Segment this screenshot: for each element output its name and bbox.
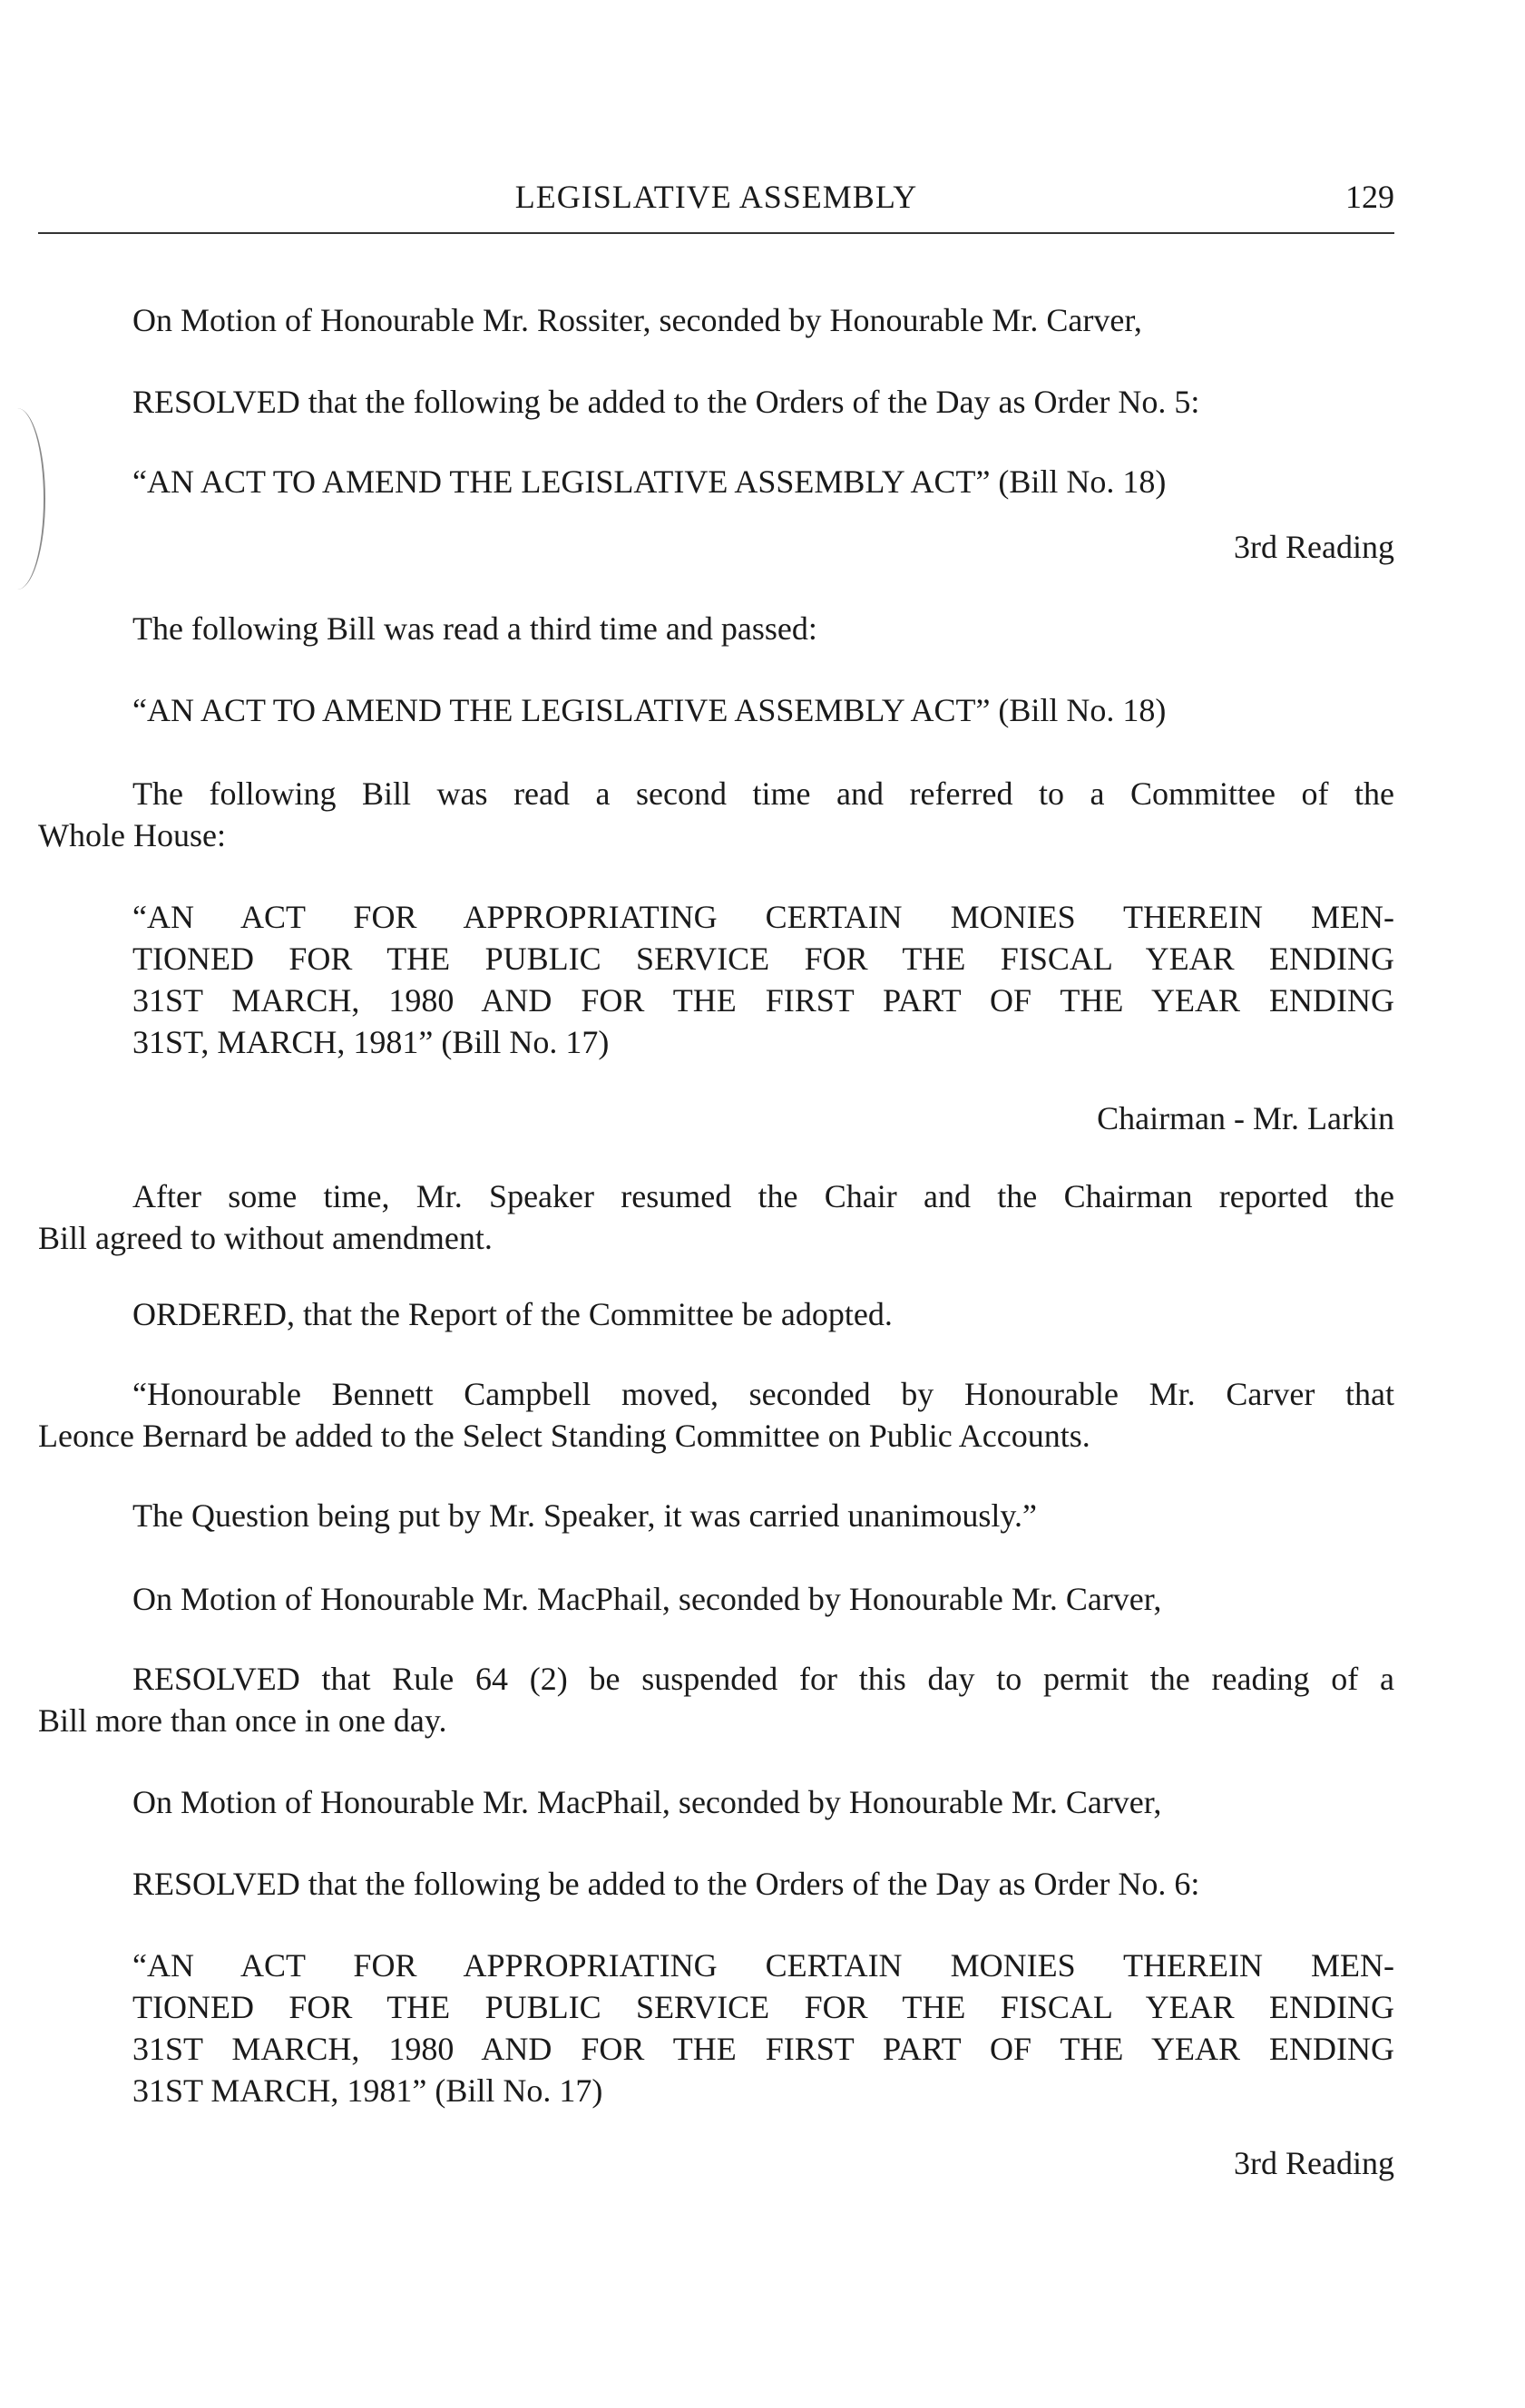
page-number: 129 [1345,179,1394,215]
bill-title-line: TIONED FOR THE PUBLIC SERVICE FOR THE FISCAL YEAR ENDING [132,1989,1394,2025]
paragraph-line: Leonce Bernard be added to the Select Standing Committee on Public Accounts. [38,1418,1090,1454]
bill-title: “AN ACT TO AMEND THE LEGISLATIVE ASSEMBLY ACT” (Bill No. 18) [132,692,1167,728]
paragraph-line: “Honourable Bennett Campbell moved, seconded by Honourable Mr. Carver that [132,1376,1394,1412]
page-title: LEGISLATIVE ASSEMBLY [514,179,918,215]
resolution-paragraph: RESOLVED that the following be added to the Orders of the Day as Order No. 6: [132,1866,1200,1902]
paragraph: The following Bill was read a third time and passed: [132,610,817,647]
bill-title: “AN ACT TO AMEND THE LEGISLATIVE ASSEMBLY ACT” (Bill No. 18) [132,463,1167,500]
paragraph-line: After some time, Mr. Speaker resumed the Chair and the Chairman reported the [132,1178,1394,1214]
paragraph: The Question being put by Mr. Speaker, it was carried unanimously.” [132,1497,1037,1534]
bill-title-line: 31ST, MARCH, 1981” (Bill No. 17) [132,1024,610,1060]
section-heading: 3rd Reading [1234,529,1394,565]
paragraph: ORDERED, that the Report of the Committee be adopted. [132,1296,893,1332]
resolution-paragraph: RESOLVED that the following be added to the Orders of the Day as Order No. 5: [132,384,1200,420]
section-heading: 3rd Reading [1234,2145,1394,2181]
paragraph-line: Bill agreed to without amendment. [38,1220,493,1256]
bill-title-line: TIONED FOR THE PUBLIC SERVICE FOR THE FISCAL YEAR ENDING [132,941,1394,977]
paragraph-line: Bill more than once in one day. [38,1702,447,1739]
section-heading: Chairman - Mr. Larkin [1097,1100,1394,1136]
bill-title-line: “AN ACT FOR APPROPRIATING CERTAIN MONIES THEREIN MEN- [132,899,1394,935]
motion-paragraph: On Motion of Honourable Mr. MacPhail, seconded by Honourable Mr. Carver, [132,1784,1162,1820]
page-header [38,178,1394,234]
motion-paragraph: On Motion of Honourable Mr. MacPhail, seconded by Honourable Mr. Carver, [132,1581,1162,1617]
paragraph-line: RESOLVED that Rule 64 (2) be suspended for this day to permit the reading of a [132,1661,1394,1697]
paragraph-line: The following Bill was read a second time and referred to a Committee of the [132,775,1394,812]
bill-title-line: 31ST MARCH, 1981” (Bill No. 17) [132,2072,603,2109]
margin-mark [0,408,45,590]
bill-title-line: 31ST MARCH, 1980 AND FOR THE FIRST PART OF THE YEAR ENDING [132,2031,1394,2067]
bill-title-line: “AN ACT FOR APPROPRIATING CERTAIN MONIES THEREIN MEN- [132,1947,1394,1984]
bill-title-line: 31ST MARCH, 1980 AND FOR THE FIRST PART OF THE YEAR ENDING [132,982,1394,1019]
motion-paragraph: On Motion of Honourable Mr. Rossiter, seconded by Honourable Mr. Carver, [132,302,1142,338]
paragraph-line: Whole House: [38,817,226,853]
